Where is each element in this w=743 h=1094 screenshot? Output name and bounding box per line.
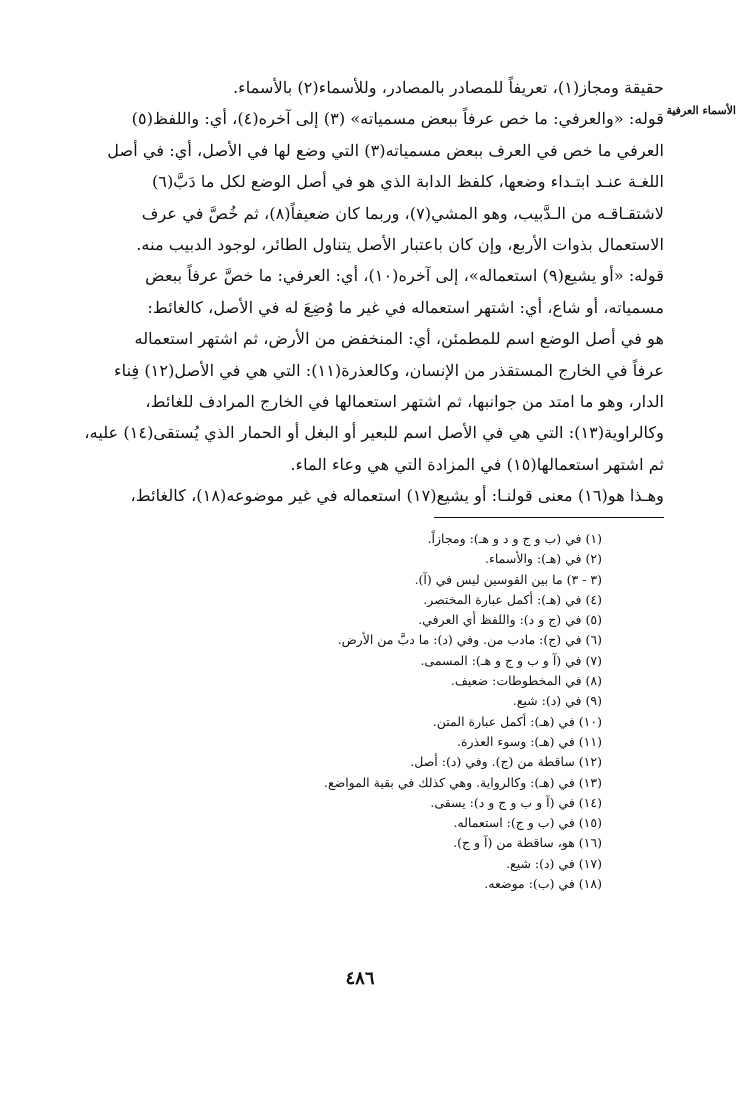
- text-line: ثم اشتهر استعمالها(١٥) في المزادة التي هي وعاء الماء.: [290, 454, 664, 474]
- footnote-item: (٣ - ٣) ما بين القوسين ليس في (آ).: [414, 571, 602, 587]
- footnote-item: (١٦) هو، ساقطة من (آ و ج).: [453, 835, 602, 851]
- footnote-divider: [434, 517, 664, 518]
- text-line: العرفي ما خص في العرف ببعض مسمياته(٣) التي وضع لها في الأصل، أي: في أصل: [107, 140, 664, 160]
- footnote-item: (١١) في (هـ): وسوء العذرة.: [457, 733, 602, 749]
- footnote-item: (٢) في (هـ): والأسماء.: [484, 551, 602, 567]
- text-line: عرفاً في الخارج المستقذر من الإنسان، وكالعذرة(١١): التي هي في الأصل(١٢) فِناء: [114, 360, 664, 380]
- text-line: لاشتقـاقـه من الـدَّبيب، وهو المشي(٧)، وربما كان ضعيفاً(٨)، ثم خُصَّ في عرف: [141, 203, 664, 223]
- main-text: [44, 72, 664, 511]
- footnote-item: (٧) في (آ و ب و ج و هـ): المسمى.: [420, 652, 602, 668]
- page-number: ٤٨٦: [345, 968, 375, 989]
- footnote-item: (١٨) في (ب): موضعه.: [484, 876, 602, 892]
- text-line: وكالراوية(١٣): التي هي في الأصل اسم للبعير أو البغل أو الحمار الذي يُستقى(١٤) عليه،: [84, 423, 664, 443]
- text-line: الاستعمال بذوات الأربع، وإن كان باعتبار الأصل يتناول الطائر، لوجود الدبيب منه.: [136, 234, 664, 254]
- text-line: مسمياته، أو شاع، أي: اشتهر استعماله في غير ما وُضِعَ له في الأصل، كالغائط:: [147, 297, 664, 317]
- text-line: هو في أصل الوضع اسم للمطمئن، أي: المنخفض من الأرض، ثم اشتهر استعماله: [134, 329, 664, 349]
- marginal-heading: الأسماء العرفية: [666, 104, 736, 117]
- text-line: قوله: «أو يشيع(٩) استعماله»، إلى آخره(١٠)، أي: العرفي: ما خصَّ عرفاً ببعض: [145, 266, 664, 286]
- footnote-item: (٤) في (هـ): أكمل عبارة المختصر.: [423, 591, 602, 607]
- text-line: حقيقة ومجاز(١)، تعريفاً للمصادر بالمصادر، وللأسماء(٢) بالأسماء.: [232, 78, 664, 97]
- footnote-item: (٥) في (ج و د): واللفظ أي العرفي.: [418, 612, 602, 628]
- text-line: اللغـة عنـد ابتـداء وضعها، كلفظ الدابة الذي هو في أصل الوضع لكل ما دَبَّ(٦): [151, 172, 664, 192]
- text-line: وهـذا هو(١٦) معنى قولنـا: أو يشيع(١٧) استعماله في غير موضوعه(١٨)، كالغائط،: [130, 486, 664, 506]
- footnote-item: (٦) في (ج): مادب من. وفي (د): ما دبَّ من الأرض.: [337, 632, 602, 648]
- footnote-item: (١٠) في (هـ): أكمل عبارة المتن.: [432, 713, 602, 729]
- text-line: قوله: «والعرفي: ما خص عرفاً ببعض مسمياته» (٣) إلى آخره(٤)، أي: واللفظ(٥): [131, 109, 664, 129]
- footnote-item: (٩) في (د): شيع.: [512, 693, 602, 709]
- footnote-item: (١٥) في (ب و ج): استعماله.: [453, 815, 602, 831]
- footnote-item: (١٢) ساقطة من (ج). وفي (د): أصل.: [410, 754, 602, 770]
- footnote-item: (١٧) في (د): شيع.: [506, 855, 602, 871]
- footnote-item: (١) في (ب و ج و د و هـ): ومجازاً.: [427, 531, 602, 546]
- footnote-item: (٨) في المخطوطات: ضعيف.: [450, 673, 602, 689]
- footnotes: [200, 529, 602, 894]
- footnote-item: (١٣) في (هـ): وكالرواية. وهي كذلك في بقية المواضع.: [323, 774, 602, 790]
- text-line: الدار، وهو ما امتد من جوانبها، ثم اشتهر استعمالها في الخارج المرادف للغائط،: [145, 391, 664, 411]
- footnote-item: (١٤) في (آ و ب و ج و د): يسقى.: [430, 794, 602, 810]
